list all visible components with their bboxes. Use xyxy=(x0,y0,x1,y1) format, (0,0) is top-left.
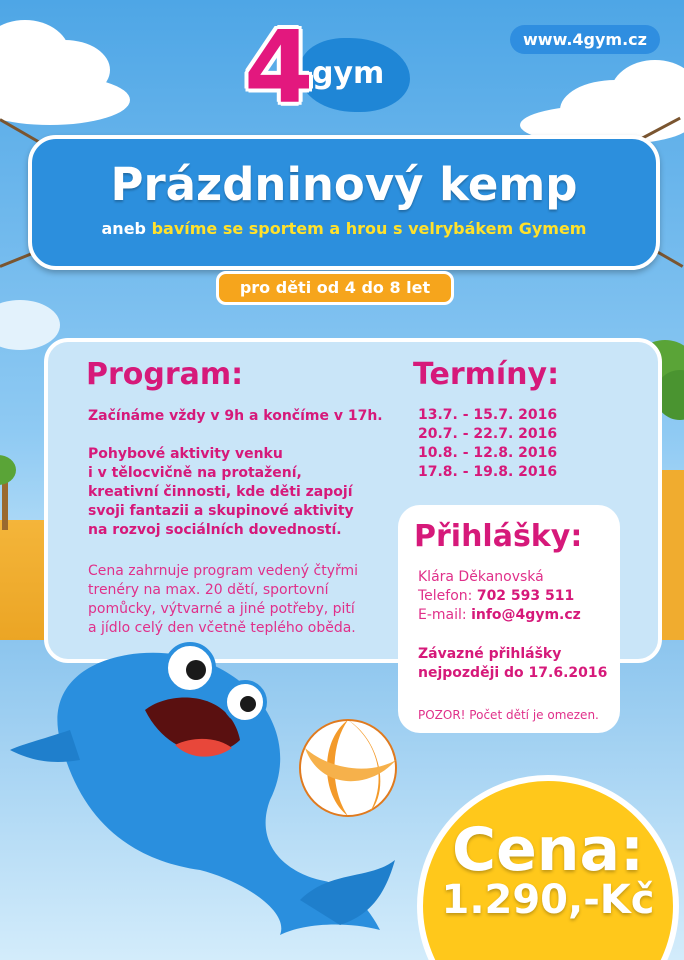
email-label: E-mail: xyxy=(418,607,467,623)
program-hours: Začínáme vždy v 9h a končíme v 17h. xyxy=(88,408,383,424)
price-includes-line: trenéry na max. 20 dětí, sportovní xyxy=(88,582,329,598)
activities-line: kreativní činnosti, kde děti zapojí xyxy=(88,484,353,500)
terms-list xyxy=(418,406,618,482)
term-date: 13.7. - 15.7. 2016 xyxy=(418,407,558,423)
price-includes-line: Cena zahrnuje program vedený čtyřmi xyxy=(88,563,359,579)
program-heading: Program: xyxy=(86,357,244,392)
price-label: Cena: xyxy=(452,815,644,885)
activities-line: na rozvoj sociálních dovedností. xyxy=(88,522,342,538)
email-link[interactable]: info@4gym.cz xyxy=(471,607,581,623)
price-includes-line: a jídlo celý den včetně teplého oběda. xyxy=(88,620,356,636)
banner-subtitle xyxy=(32,219,656,239)
phone-number[interactable]: 702 593 511 xyxy=(476,588,575,604)
contact-name: Klára Děkanovská xyxy=(418,569,544,585)
logo-word: gym xyxy=(312,56,385,91)
cloud xyxy=(0,300,60,350)
term-date: 10.8. - 12.8. 2016 xyxy=(418,445,558,461)
subtitle-text: bavíme se sportem a hrou s velrybákem Gymem xyxy=(151,219,587,238)
term-date: 20.7. - 22.7. 2016 xyxy=(418,426,558,442)
price-includes xyxy=(88,562,388,638)
subtitle-prefix: aneb xyxy=(101,219,146,238)
term-date: 17.8. - 19.8. 2016 xyxy=(418,464,558,480)
cloud xyxy=(0,75,130,125)
activities-line: i v tělocvičně na protažení, xyxy=(88,465,302,481)
activities-line: Pohybové aktivity venku xyxy=(88,446,283,462)
price-amount: 1.290,-Kč xyxy=(441,877,655,923)
title-banner xyxy=(28,135,660,270)
price-includes-line: pomůcky, výtvarné a jiné potřeby, pití xyxy=(88,601,355,617)
deadline-line: nejpozději do 17.6.2016 xyxy=(418,665,608,681)
program-activities xyxy=(88,445,388,540)
activities-line: svoji fantazii a skupinové aktivity xyxy=(88,503,354,519)
contact-phone xyxy=(418,587,574,606)
banner-title: Prázdninový kemp xyxy=(110,158,578,211)
contact-email xyxy=(418,606,581,625)
deadline xyxy=(418,645,607,683)
tree-foliage xyxy=(0,455,16,485)
phone-label: Telefon: xyxy=(418,588,473,604)
deadline-line: Závazné přihlášky xyxy=(418,646,562,662)
logo-number: 4 xyxy=(244,9,314,126)
website-link[interactable]: www.4gym.cz xyxy=(510,25,660,54)
terms-heading: Termíny: xyxy=(413,357,560,392)
registration-heading: Přihlášky: xyxy=(414,519,583,554)
capacity-notice: POZOR! Počet dětí je omezen. xyxy=(418,708,599,722)
age-badge: pro děti od 4 do 8 let xyxy=(216,271,454,305)
